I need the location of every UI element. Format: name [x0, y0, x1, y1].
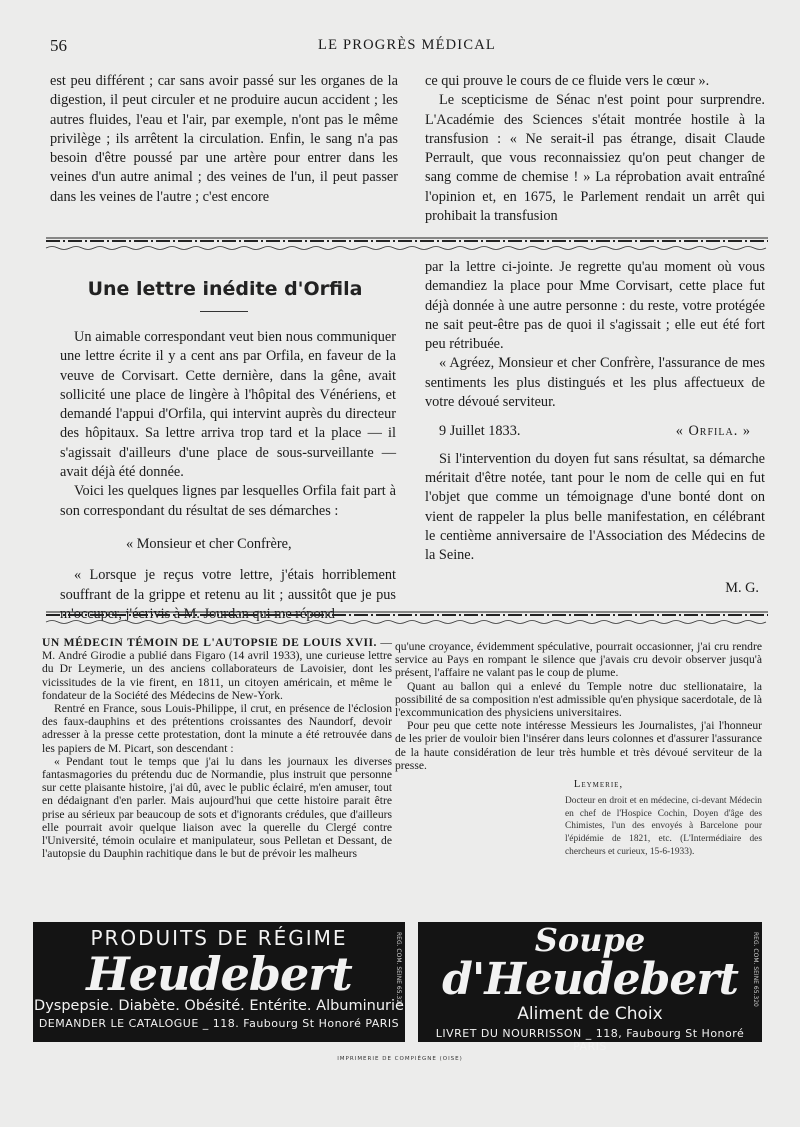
- column-right-top: [425, 72, 765, 226]
- paragraph: Le scepticisme de Sénac n'est point pour surprendre. L'Académie des Sciences s'était montrée hostile à la transfusion : « Ne serait-il pas étrange, disait Claude Perrault, que vous reconnaissiez qu'on peut changer de sang comme de chemise ! » La réprobation avait entraîné l'opinion et, en 1675, le Parlement rendait un arrêt qui prohibait la transfusion: [425, 92, 765, 225]
- column-left-top: [50, 72, 398, 207]
- signer-credentials: Docteur en droit et en médecine, ci-devant Médecin en chef de l'Hospice Cochin, Doyen d'âge des Chimistes, l'un des envoyés à Barcelone pour l'épidémie de 1821, etc. (L'Intermédiaire des chercheurs et curieux, 15-6-1933).: [565, 796, 762, 857]
- paragraph: Voici les quelques lignes par lesquelles Orfila fait part à son correspondant du résultat de ses démarches :: [60, 483, 396, 519]
- ornamental-divider: [46, 236, 768, 252]
- section-intro: — M. André Girodie a publié dans Figaro (14 avril 1933), une curieuse lettre du Dr Leymerie, un des anciens collaborateurs de Lavoisier, dont les vicissitudes de la vie firent, en 1811, un citoyen américain, et même le fondateur de la Société des Médecins de New-York.: [42, 636, 392, 702]
- orfila-column-right: [425, 258, 765, 599]
- advertisement-heudebert-products: [33, 922, 405, 1042]
- letter-paragraph: « Agréez, Monsieur et cher Confrère, l'assurance de mes sentiments les plus distingués et les plus affectueux de votre dévoué serviteur.: [425, 355, 765, 411]
- paragraph: Quant au ballon qui a enlevé du Temple notre duc stellionataire, la possibilité de sa composition n'est admissible qu'en physique sacerdotale, de là l'excommunication des physiciens universitaires.: [395, 679, 762, 720]
- article-title: Une lettre inédite d'Orfila: [87, 278, 363, 300]
- letter-paragraph: par la lettre ci-jointe. Je regrette qu'au moment où vous demandiez la place pour Mme Corvisart, cette place fut déjà donnée à une autre personne : du reste, votre protégée ne sait peut-être pas de quoi il s'agissait ; elle eut été fort peu rétribuée.: [425, 259, 765, 353]
- ad-tagline: Aliment de Choix: [517, 1004, 663, 1024]
- ad-heading: Soupe: [534, 921, 646, 959]
- section-heading: UN MÉDECIN TÉMOIN DE L'AUTOPSIE DE LOUIS XVII.: [42, 636, 377, 649]
- louis-column-right: [395, 640, 762, 858]
- paragraph: Pour peu que cette note intéresse Messieurs les Journalistes, j'ai l'honneur de les prier de vouloir bien l'insérer dans leurs colonnes et d'assurer l'assurance de la haute considération de leur très humble et très dévoué serviteur de la presse.: [395, 719, 762, 772]
- paragraph: est peu différent ; car sans avoir passé sur les organes de la digestion, il peut circuler et ne produire aucun accident ; les autres fluides, l'eau et l'air, par exemple, n'ont pas le même privilège ; ils arrêtent la circulation. Enfin, le sang n'a pas besoin d'être poussé par une artère pour entrer dans les veines d'un autre animal ; des veines de l'un, il peut passer dans les veines de l'autre ; c'est encore: [50, 73, 398, 205]
- paragraph: ce qui prouve le cours de ce fluide vers le cœur ».: [425, 73, 710, 89]
- page-number: 56: [50, 36, 67, 55]
- ad-registration: REG. COM. SEINE 65.320: [752, 932, 759, 1007]
- letter-signer: Leymerie,: [573, 779, 624, 791]
- paragraph: [42, 636, 392, 702]
- journal-title: LE PROGRÈS MÉDICAL: [318, 37, 496, 53]
- letter-paragraph: « Lorsque je reçus votre lettre, j'étais horriblement souffrant de la grippe et retenu au lit ; aussitôt que je pus m'occuper, j'écrivis à M. Jourdan qui me répond: [60, 567, 396, 622]
- article-author: M. G.: [725, 580, 759, 597]
- advertisement-soupe-heudebert: [418, 921, 762, 1053]
- letter-date: 9 Juillet 1833.: [439, 423, 521, 440]
- ad-brand: Heudebert: [86, 947, 352, 1001]
- paragraph: Rentré en France, sous Louis-Philippe, il crut, en présence de l'éclosion des faux-dauphins et des prétentions croissantes des Naundorf, devoir adresser à la presse cette protestation, dont la minute a été retrouvée dans les papiers de M. Picart, son descendant :: [42, 702, 392, 755]
- ad-address: DEMANDER LE CATALOGUE _ 118. Faubourg St Honoré PARIS: [38, 1017, 400, 1030]
- ornamental-divider: [46, 610, 768, 626]
- page-header: [50, 36, 764, 56]
- letter-signature: « Orfila. »: [675, 423, 751, 440]
- printer-imprint: IMPRIMERIE DE COMPIÈGNE (OISE): [337, 1056, 463, 1062]
- ad-brand: d'Heudebert: [442, 954, 738, 1005]
- paragraph: Si l'intervention du doyen fut sans résultat, sa démarche méritait d'être notée, tant pour le nom de celle qui en fut l'objet que comme un témoignage d'une bonté dont on vient de rappeler la plus belle manifestation, en célébrant le centième anniversaire de l'Association des Médecins de la Seine.: [425, 450, 765, 564]
- title-rule: [200, 311, 248, 312]
- paragraph: qu'une croyance, évidemment spéculative, pourrait occasionner, j'ai cru rendre service au Pays en rompant le silence que j'avais cru devoir observer jusqu'à présent, l'affaire ne valant pas le coup de plume.: [395, 640, 762, 680]
- ad-registration: REG. COM. SEINE 65.320: [395, 932, 402, 1007]
- ad-conditions: Dyspepsie. Diabète. Obésité. Entérite. Albuminurie: [34, 998, 404, 1014]
- ad-heading: PRODUITS DE RÉGIME: [90, 926, 348, 950]
- paragraph: Un aimable correspondant veut bien nous communiquer une lettre écrite il y a cent ans par Orfila, en faveur de la veuve de Corvisart. Cette dernière, dans la gêne, avait sollicité une place de lingère à l'hôpital des Vénériens, et demandé l'appui d'Orfila, qui intervint auprès du directeur des hôpitaux. Sa lettre arriva trop tard et la place — il s'agissait d'ailleurs d'une place de sous-surveillante — avait déjà été donnée.: [60, 329, 396, 481]
- orfila-column-left: [60, 328, 396, 624]
- paragraph: « Pendant tout le temps que j'ai lu dans les journaux les diverses fantasmagories du prétendu duc de Normandie, plus instruit que personne sur cette plaisante histoire, j'ai dû, avec le public éclairé, m'en amuser, tout en dédaignant d'en parler. Mais aujourd'hui que cette histoire parait être prise au sérieux par beaucoup de sots et d'ignorants crédules, que d'ailleurs elle pourrait avoir quelque liaison avec la querelle du Clergé contre l'Université, témoin oculaire et manipulateur, sous Pelletan et Dessant, de l'autopsie du Dauphin rachitique dans le but de prévoir les malheurs: [42, 754, 392, 861]
- letter-dateline: [425, 422, 765, 441]
- ad-address: LIVRET DU NOURRISSON _ 118, Faubourg St Honoré PARIS: [435, 1027, 745, 1053]
- letter-salutation: « Monsieur et cher Confrère,: [126, 535, 292, 552]
- louis-column-left: [42, 636, 392, 860]
